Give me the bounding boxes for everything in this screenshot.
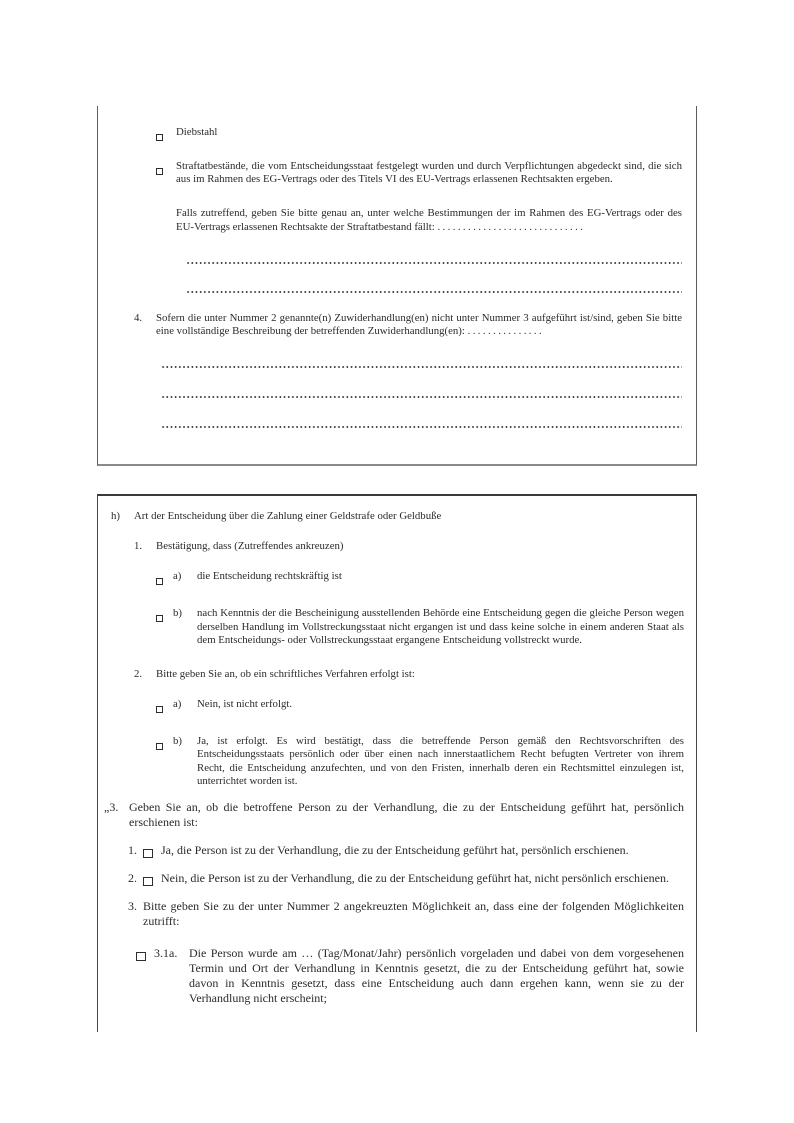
option-1b-letter: b) xyxy=(173,607,182,620)
section-3-heading xyxy=(104,800,684,830)
option-2a-text: Nein, ist nicht erfolgt. xyxy=(197,698,293,711)
section-3-text: Geben Sie an, ob die betroffene Person zu der Verhandlung, die zu der Entscheidung geführt hat, persönlich erschienen ist: xyxy=(129,800,684,830)
item-1-number: 1. xyxy=(134,540,143,553)
dotted-fill-line[interactable] xyxy=(161,426,682,428)
fill-in-dots[interactable]: ............................. xyxy=(437,220,586,233)
section-3-label: „3. xyxy=(104,800,119,815)
decision-type-section xyxy=(97,494,697,1032)
item-2-number: 2. xyxy=(134,668,143,681)
offence-item-straftatbestaende xyxy=(156,160,682,186)
section-3-option-1-text: Ja, die Person ist zu der Verhandlung, die zu der Entscheidung geführt hat, persönlich erschienen. xyxy=(161,843,629,858)
item-1-text: Bestätigung, dass (Zutreffendes ankreuzen) xyxy=(156,540,344,553)
option-1b-text: nach Kenntnis der die Bescheinigung ausstellenden Behörde eine Entscheidung gegen die gleiche Person wegen derselben Handlung im Vollstreckungsstaat nicht ergangen ist und dass keine solche in einem anderen Staat als dem Entscheidungs- oder Vollstreckungsstaat ergangene Entscheidung vollstreckt wurde. xyxy=(197,607,684,646)
fill-in-dots[interactable]: ............... xyxy=(467,325,545,338)
section-3-item-3-number: 3. xyxy=(128,899,137,914)
dotted-fill-line[interactable] xyxy=(186,262,682,264)
offence-list-section xyxy=(97,106,697,466)
option-2a-letter: a) xyxy=(173,698,182,711)
dotted-fill-line[interactable] xyxy=(161,396,682,398)
section-h-title: Art der Entscheidung über die Zahlung einer Geldstrafe oder Geldbuße xyxy=(134,510,442,522)
option-1a xyxy=(156,570,684,590)
item-4 xyxy=(134,312,682,338)
checkbox-diebstahl[interactable] xyxy=(156,134,163,141)
item-1-bestaetigung xyxy=(134,540,684,553)
checkbox-31a[interactable] xyxy=(136,952,146,962)
option-2b xyxy=(156,735,684,788)
item-4-number: 4. xyxy=(134,311,143,324)
section-3-option-2-number: 2. xyxy=(128,871,137,886)
falls-zutreffend-paragraph xyxy=(176,207,682,233)
offence-item-diebstahl xyxy=(156,126,682,146)
section-3-option-2 xyxy=(128,871,684,891)
section-h-label: h) xyxy=(111,510,120,522)
section-3-option-1 xyxy=(128,843,684,863)
checkbox-2a[interactable] xyxy=(156,706,163,713)
option-2a xyxy=(156,698,684,718)
checkbox-1a[interactable] xyxy=(156,578,163,585)
section-3-option-1-number: 1. xyxy=(128,843,137,858)
checkbox-1b[interactable] xyxy=(156,615,163,622)
item-2-text: Bitte geben Sie an, ob ein schriftliches Verfahren erfolgt ist: xyxy=(156,668,415,681)
option-31a xyxy=(136,946,684,1006)
option-31a-label: 3.1a. xyxy=(154,946,178,961)
checkbox-3-2[interactable] xyxy=(143,877,153,887)
section-3-item-3-text: Bitte geben Sie zu der unter Nummer 2 angekreuzten Möglichkeit an, dass eine der folgenden Möglichkeiten zutrifft: xyxy=(143,899,684,929)
falls-zutreffend-text: Falls zutreffend, geben Sie bitte genau an, unter welche Bestimmungen der im Rahmen des EG-Vertrags oder des EU-Vertrags erlassenen Rechtsakte der Straftatbestand fällt: xyxy=(176,207,682,233)
section-3-item-3 xyxy=(128,899,684,929)
section-h-heading xyxy=(111,510,684,523)
offence-label-diebstahl: Diebstahl xyxy=(176,126,218,138)
option-2b-letter: b) xyxy=(173,735,182,748)
option-1b xyxy=(156,607,684,647)
option-1a-text: die Entscheidung rechtskräftig ist xyxy=(197,570,342,583)
checkbox-3-1[interactable] xyxy=(143,849,153,859)
option-31a-text: Die Person wurde am … (Tag/Monat/Jahr) persönlich vorgeladen und dabei von dem vorgesehenen Termin und Ort der Verhandlung in Kenntnis gesetzt, die zu der Entscheidung geführt hat, sowie davon in Kenntnis gesetzt, dass eine Entscheidung auch dann ergehen kann, wenn sie zu der Verhandlung nicht erscheint; xyxy=(189,946,684,1006)
item-4-paragraph xyxy=(156,312,682,338)
item-2-schriftliches-verfahren xyxy=(134,668,684,681)
section-3-option-2-text: Nein, die Person ist zu der Verhandlung, die zu der Entscheidung geführt hat, nicht persönlich erschienen. xyxy=(161,871,669,886)
dotted-fill-line[interactable] xyxy=(161,366,682,368)
option-2b-text: Ja, ist erfolgt. Es wird bestätigt, dass die betreffende Person gemäß den Rechtsvorschriften des Entscheidungsstaats persönlich oder über einen nach innerstaatlichem Recht befugten Vertreter von ihrem Recht, die Entscheidung anzufechten, und von den Fristen, innerhalb deren ein Rechtsmittel einzulegen ist, unterrichtet worden ist. xyxy=(197,735,684,787)
dotted-fill-line[interactable] xyxy=(186,291,682,293)
item-4-text: Sofern die unter Nummer 2 genannte(n) Zuwiderhandlung(en) nicht unter Nummer 3 aufgeführt ist/sind, geben Sie bitte eine vollständige Beschreibung der betreffenden Zuwiderhandlung(en): xyxy=(156,311,682,338)
offence-label-straftatbestaende: Straftatbestände, die vom Entscheidungsstaat festgelegt wurden und durch Verpflichtungen abgedeckt sind, die sich aus im Rahmen des EG-Vertrags oder des Titels VI des EU-Vertrags erlassenen Rechtsakten ergeben. xyxy=(176,160,682,186)
checkbox-2b[interactable] xyxy=(156,743,163,750)
checkbox-straftatbestaende[interactable] xyxy=(156,168,163,175)
option-1a-letter: a) xyxy=(173,570,182,583)
